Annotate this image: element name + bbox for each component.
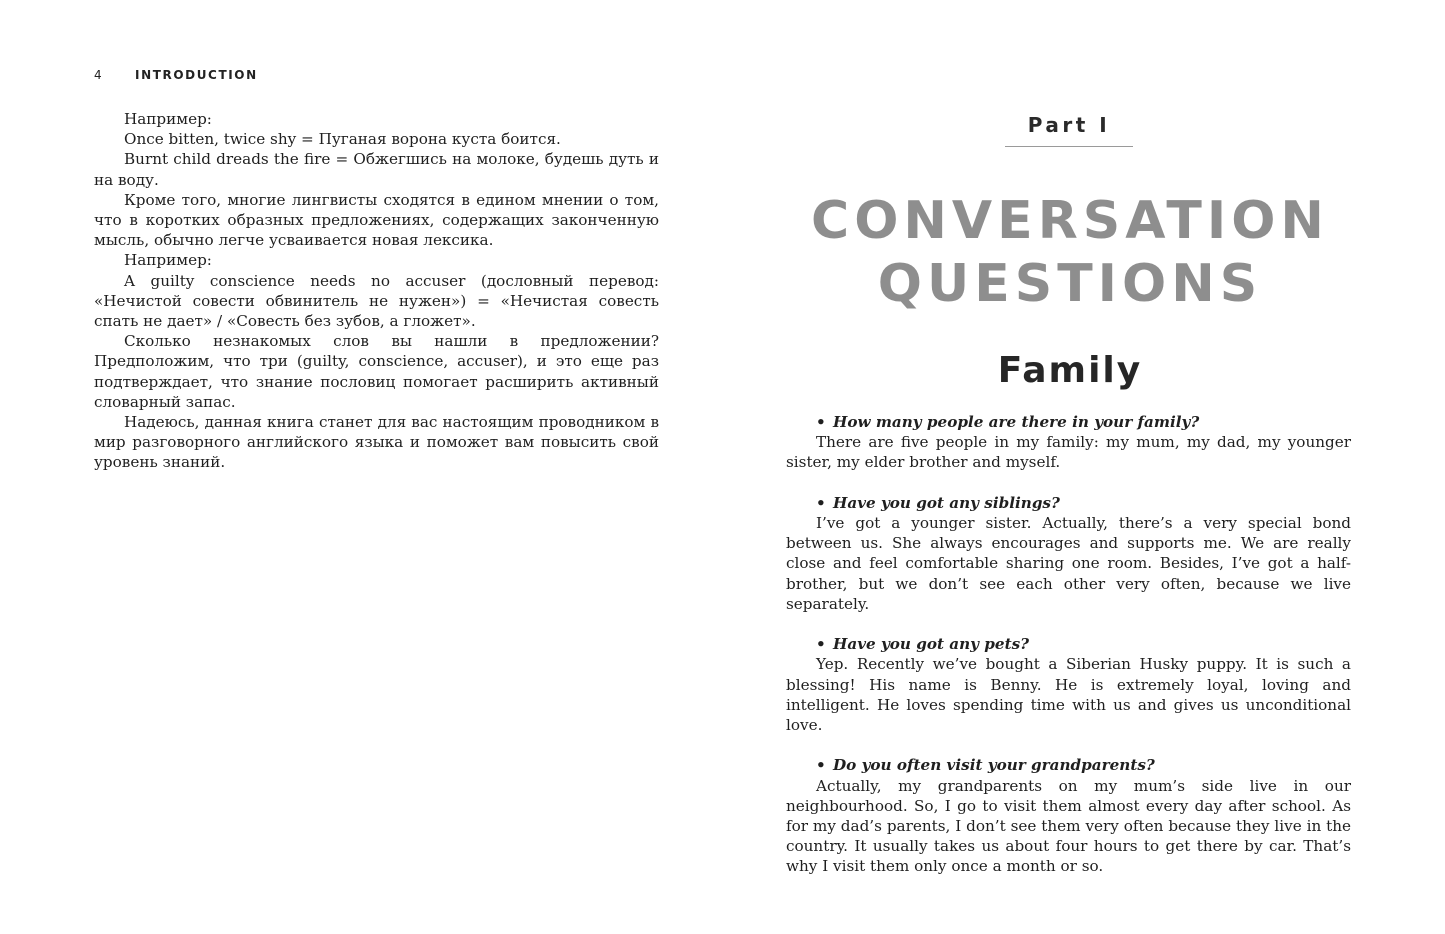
paragraph: Например: bbox=[124, 251, 212, 270]
qa-item bbox=[786, 755, 1351, 876]
qa-item bbox=[786, 634, 1351, 735]
qa-item bbox=[786, 412, 1351, 473]
bullet-icon: • bbox=[816, 493, 826, 512]
paragraph: Сколько незнакомых слов вы нашли в предложении? Предположим, что три (guilty, conscience, accuser), и это еще раз подтверждает, что знание пословиц помогает расширить активный словарный запас. bbox=[94, 332, 659, 411]
page-number: 4 bbox=[94, 68, 103, 82]
question bbox=[786, 493, 1351, 513]
paragraph: Например: bbox=[124, 110, 212, 128]
bullet-icon: • bbox=[816, 635, 826, 654]
question-text: Have you got any siblings? bbox=[833, 493, 1060, 512]
chapter-title-line: QUESTIONS bbox=[877, 254, 1263, 314]
running-head bbox=[94, 68, 258, 82]
paragraph: Надеюсь, данная книга станет для вас настоящим проводником в мир разговорного английского языка и поможет вам повысить свой уровень знаний. bbox=[94, 413, 659, 472]
answer: Yep. Recently we’ve bought a Siberian Husky puppy. It is such a blessing! His name is Benny. He is extremely loyal, loving and intelligent. He loves spending time with us and gives us unconditional love. bbox=[786, 655, 1351, 735]
right-page bbox=[722, 0, 1445, 934]
question-text: Do you often visit your grandparents? bbox=[833, 756, 1155, 775]
question bbox=[786, 412, 1351, 432]
answer: Actually, my grandparents on my mum’s side live in our neighbourhood. So, I go to visit them almost every day after school. As for my dad’s parents, I don’t see them very often because they live in the country. It usually takes us about four hours to get there by car. That’s why I visit them only once a month or so. bbox=[786, 776, 1351, 876]
chapter-title bbox=[782, 190, 1358, 316]
paragraph: Once bitten, twice shy = Пуганая ворона куста боится. bbox=[124, 130, 561, 149]
qa-item bbox=[786, 493, 1351, 614]
question-text: How many people are there in your family? bbox=[833, 413, 1200, 431]
running-title: INTRODUCTION bbox=[135, 68, 258, 82]
left-page bbox=[0, 0, 722, 934]
question bbox=[786, 634, 1351, 654]
question-text: Have you got any pets? bbox=[833, 635, 1030, 654]
qa-list bbox=[786, 412, 1351, 897]
part-label: Part I bbox=[1005, 113, 1133, 147]
bullet-icon: • bbox=[816, 756, 826, 775]
body-text bbox=[94, 109, 659, 473]
bullet-icon: • bbox=[816, 413, 826, 431]
chapter-title-line: CONVERSATION bbox=[811, 191, 1329, 251]
section-title: Family bbox=[997, 350, 1143, 391]
paragraph: Burnt child dreads the fire = Обжегшись на молоке, будешь дуть и на воду. bbox=[94, 150, 659, 189]
paragraph: Кроме того, многие лингвисты сходятся в едином мнении о том, что в коротких образных предложениях, содержащих законченную мысль, обычно легче усваивается новая лексика. bbox=[94, 190, 659, 250]
answer: I’ve got a younger sister. Actually, there’s a very special bond between us. She always encourages and supports me. We are really close and feel comfortable sharing one room. Besides, I’ve got a half-brother, but we don’t see each other very often, because we live separately. bbox=[786, 514, 1351, 613]
question bbox=[786, 755, 1351, 775]
answer: There are five people in my family: my mum, my dad, my younger sister, my elder brother and myself. bbox=[786, 433, 1351, 472]
paragraph: A guilty conscience needs no accuser (дословный перевод: «Нечистой совести обвинитель не нужен») = «Нечистая совесть спать не дает» / «Совесть без зубов, а гложет». bbox=[94, 271, 659, 331]
